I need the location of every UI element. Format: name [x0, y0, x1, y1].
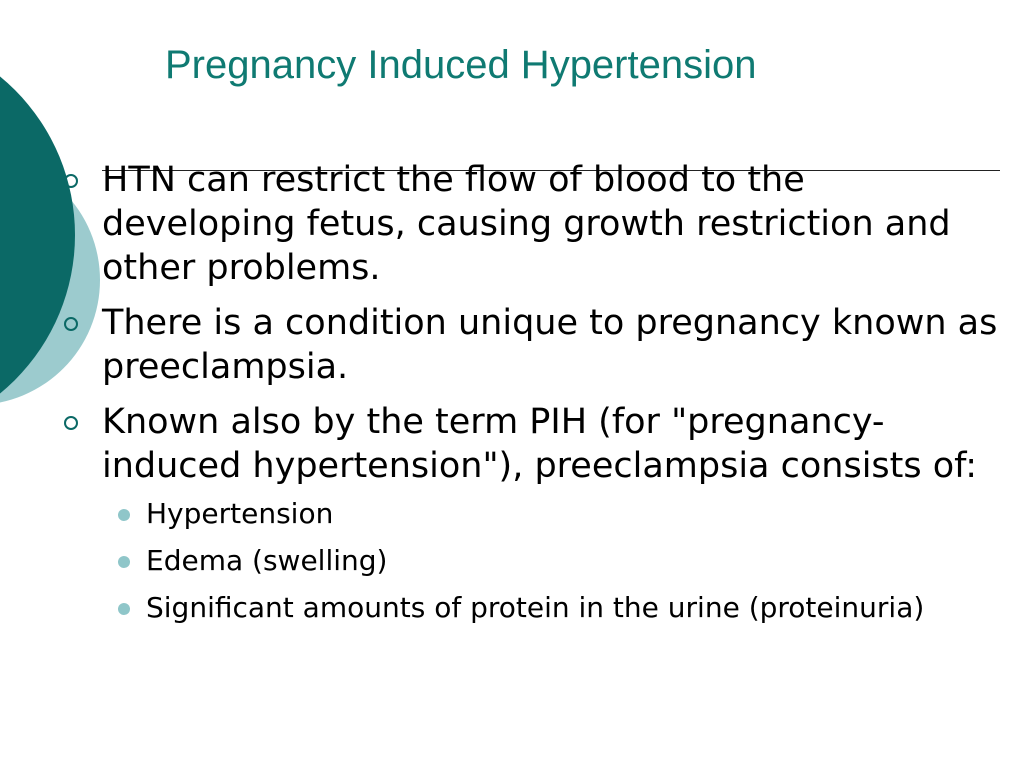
bullet-list [58, 158, 1003, 637]
bullet-text: Known also by the term PIH (for "pregnancy-induced hypertension"), preeclampsia consists of: [102, 402, 978, 486]
sub-bullet-item [102, 590, 1003, 625]
sub-bullet-text: Significant amounts of protein in the urine (proteinuria) [146, 591, 925, 624]
bullet-item [58, 400, 1003, 625]
sub-bullet-text: Edema (swelling) [146, 544, 388, 577]
bullet-item [58, 158, 1003, 290]
sub-bullet-dot-icon [118, 509, 130, 521]
bullet-item [58, 301, 1003, 389]
sub-bullet-dot-icon [118, 603, 130, 615]
bullet-ring-icon [64, 317, 78, 331]
sub-bullet-item [102, 496, 1003, 531]
bullet-ring-icon [64, 416, 78, 430]
bullet-text: HTN can restrict the flow of blood to the developing fetus, causing growth restriction and other problems. [102, 160, 951, 288]
sub-bullet-item [102, 543, 1003, 578]
slide-title: Pregnancy Induced Hypertension [165, 43, 757, 87]
sub-bullet-text: Hypertension [146, 497, 334, 530]
sub-bullet-dot-icon [118, 556, 130, 568]
bullet-ring-icon [64, 174, 78, 188]
bullet-text: There is a condition unique to pregnancy known as preeclampsia. [102, 303, 998, 387]
sub-bullet-list [102, 496, 1003, 625]
